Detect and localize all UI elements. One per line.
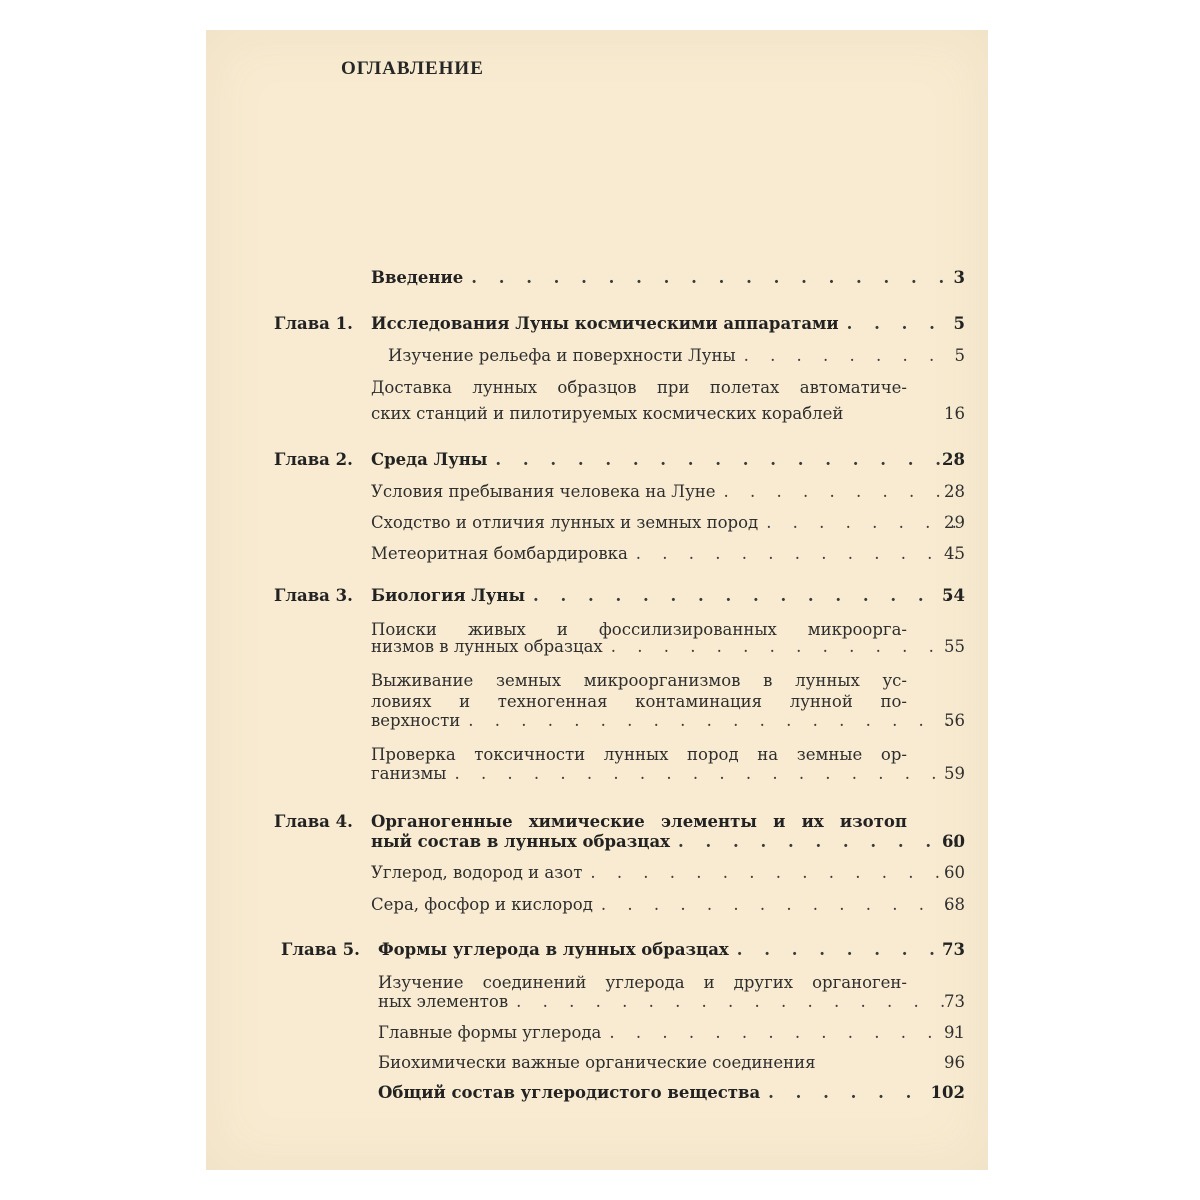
toc-section	[378, 1023, 965, 1042]
entry-page: 45	[944, 544, 965, 563]
leader-dots	[609, 1023, 957, 1042]
leader-dots	[471, 268, 957, 287]
leader-dots	[768, 1083, 957, 1102]
leader-dots	[454, 764, 957, 783]
section-title: ганизмы	[371, 764, 447, 783]
toc-section	[371, 895, 965, 914]
toc-section-line-1: Доставка лунных образцов при полетах автоматиче-	[371, 378, 907, 397]
toc-section	[378, 992, 965, 1011]
entry-page: 28	[944, 482, 965, 501]
entry-page: 73	[944, 992, 965, 1011]
entry-page: 28	[942, 450, 965, 469]
entry-page: 73	[942, 940, 965, 959]
leader-dots	[636, 544, 957, 563]
chapter-title: Среда Луны	[371, 450, 488, 469]
chapter-title: Органогенные химические элементы и их изотоп	[371, 812, 907, 831]
toc-section	[388, 346, 965, 365]
toc-section	[371, 513, 965, 532]
toc-section	[378, 1053, 965, 1072]
leader-dots	[495, 450, 957, 469]
toc-section	[371, 404, 965, 423]
toc-section	[371, 764, 965, 783]
section-title: Изучение рельефа и поверхности Луны	[388, 346, 736, 365]
toc-chapter-5	[281, 940, 965, 959]
toc-section	[371, 863, 965, 882]
entry-page: 68	[944, 895, 965, 914]
chapter-label: Глава 5.	[281, 940, 360, 959]
chapter-title: ный состав в лунных образцах	[371, 832, 670, 851]
entry-page: 55	[944, 637, 965, 656]
leader-dots	[744, 346, 957, 365]
section-title: Условия пребывания человека на Луне	[371, 482, 716, 501]
toc-section-line-1: Выживание земных микроорганизмов в лунных ус-	[371, 671, 907, 690]
section-title: Сера, фосфор и кислород	[371, 895, 593, 914]
section-title: Углерод, водород и азот	[371, 863, 583, 882]
chapter-label: Глава 3.	[274, 586, 353, 605]
section-title: Биохимически важные органические соединения	[378, 1053, 816, 1072]
entry-page: 5	[953, 314, 965, 333]
book-page	[206, 30, 988, 1170]
toc-chapter-4	[371, 832, 965, 851]
entry-title: Введение	[371, 268, 464, 287]
section-title: Общий состав углеродистого вещества	[378, 1083, 761, 1102]
toc-section	[371, 637, 965, 656]
toc-section	[371, 482, 965, 501]
leader-dots	[590, 863, 957, 882]
leader-dots	[601, 895, 957, 914]
section-title: низмов в лунных образцах	[371, 637, 603, 656]
toc-chapter-1	[274, 314, 965, 333]
toc-section-line-2: ловиях и техногенная контаминация лунной по-	[371, 692, 907, 711]
section-title: Сходство и отличия лунных и земных пород	[371, 513, 759, 532]
entry-page: 60	[942, 832, 965, 851]
toc-section	[378, 1083, 965, 1102]
section-title: Главные формы углерода	[378, 1023, 602, 1042]
toc-chapter-3	[274, 586, 965, 605]
leader-dots	[468, 711, 957, 730]
toc-section-line-1: Изучение соединений углерода и других органоген-	[378, 973, 907, 992]
toc-section-line-1: Проверка токсичности лунных пород на земные ор-	[371, 745, 907, 764]
section-title: верхности	[371, 711, 461, 730]
leader-dots	[611, 637, 957, 656]
toc-chapter-4-line-1	[274, 812, 907, 831]
entry-page: 29	[944, 513, 965, 532]
entry-page: 102	[930, 1083, 965, 1102]
toc-section-line-1: Поиски живых и фоссилизированных микроорга-	[371, 620, 907, 639]
chapter-title: Исследования Луны космическими аппаратами	[371, 314, 839, 333]
chapter-title: Биология Луны	[371, 586, 526, 605]
toc-entry-intro	[371, 268, 965, 287]
entry-page: 54	[942, 586, 965, 605]
toc-section	[371, 544, 965, 563]
chapter-label: Глава 4.	[274, 812, 353, 831]
leader-dots	[847, 314, 957, 333]
section-title: Метеоритная бомбардировка	[371, 544, 628, 563]
entry-page: 60	[944, 863, 965, 882]
entry-page: 56	[944, 711, 965, 730]
leader-dots	[678, 832, 957, 851]
section-title: ских станций и пилотируемых космических кораблей	[371, 404, 844, 423]
entry-page: 91	[944, 1023, 965, 1042]
chapter-label: Глава 1.	[274, 314, 353, 333]
entry-page: 59	[944, 764, 965, 783]
entry-page: 96	[944, 1053, 965, 1072]
leader-dots	[766, 513, 957, 532]
chapter-title: Формы углерода в лунных образцах	[378, 940, 729, 959]
leader-dots	[533, 586, 957, 605]
chapter-label: Глава 2.	[274, 450, 353, 469]
entry-page: 3	[953, 268, 965, 287]
entry-page: 16	[944, 404, 965, 423]
toc-heading: ОГЛАВЛЕНИЕ	[341, 58, 484, 79]
leader-dots	[724, 482, 957, 501]
leader-dots	[516, 992, 957, 1011]
toc-chapter-2	[274, 450, 965, 469]
toc-section	[371, 711, 965, 730]
leader-dots	[737, 940, 957, 959]
entry-page: 5	[954, 346, 965, 365]
section-title: ных элементов	[378, 992, 509, 1011]
